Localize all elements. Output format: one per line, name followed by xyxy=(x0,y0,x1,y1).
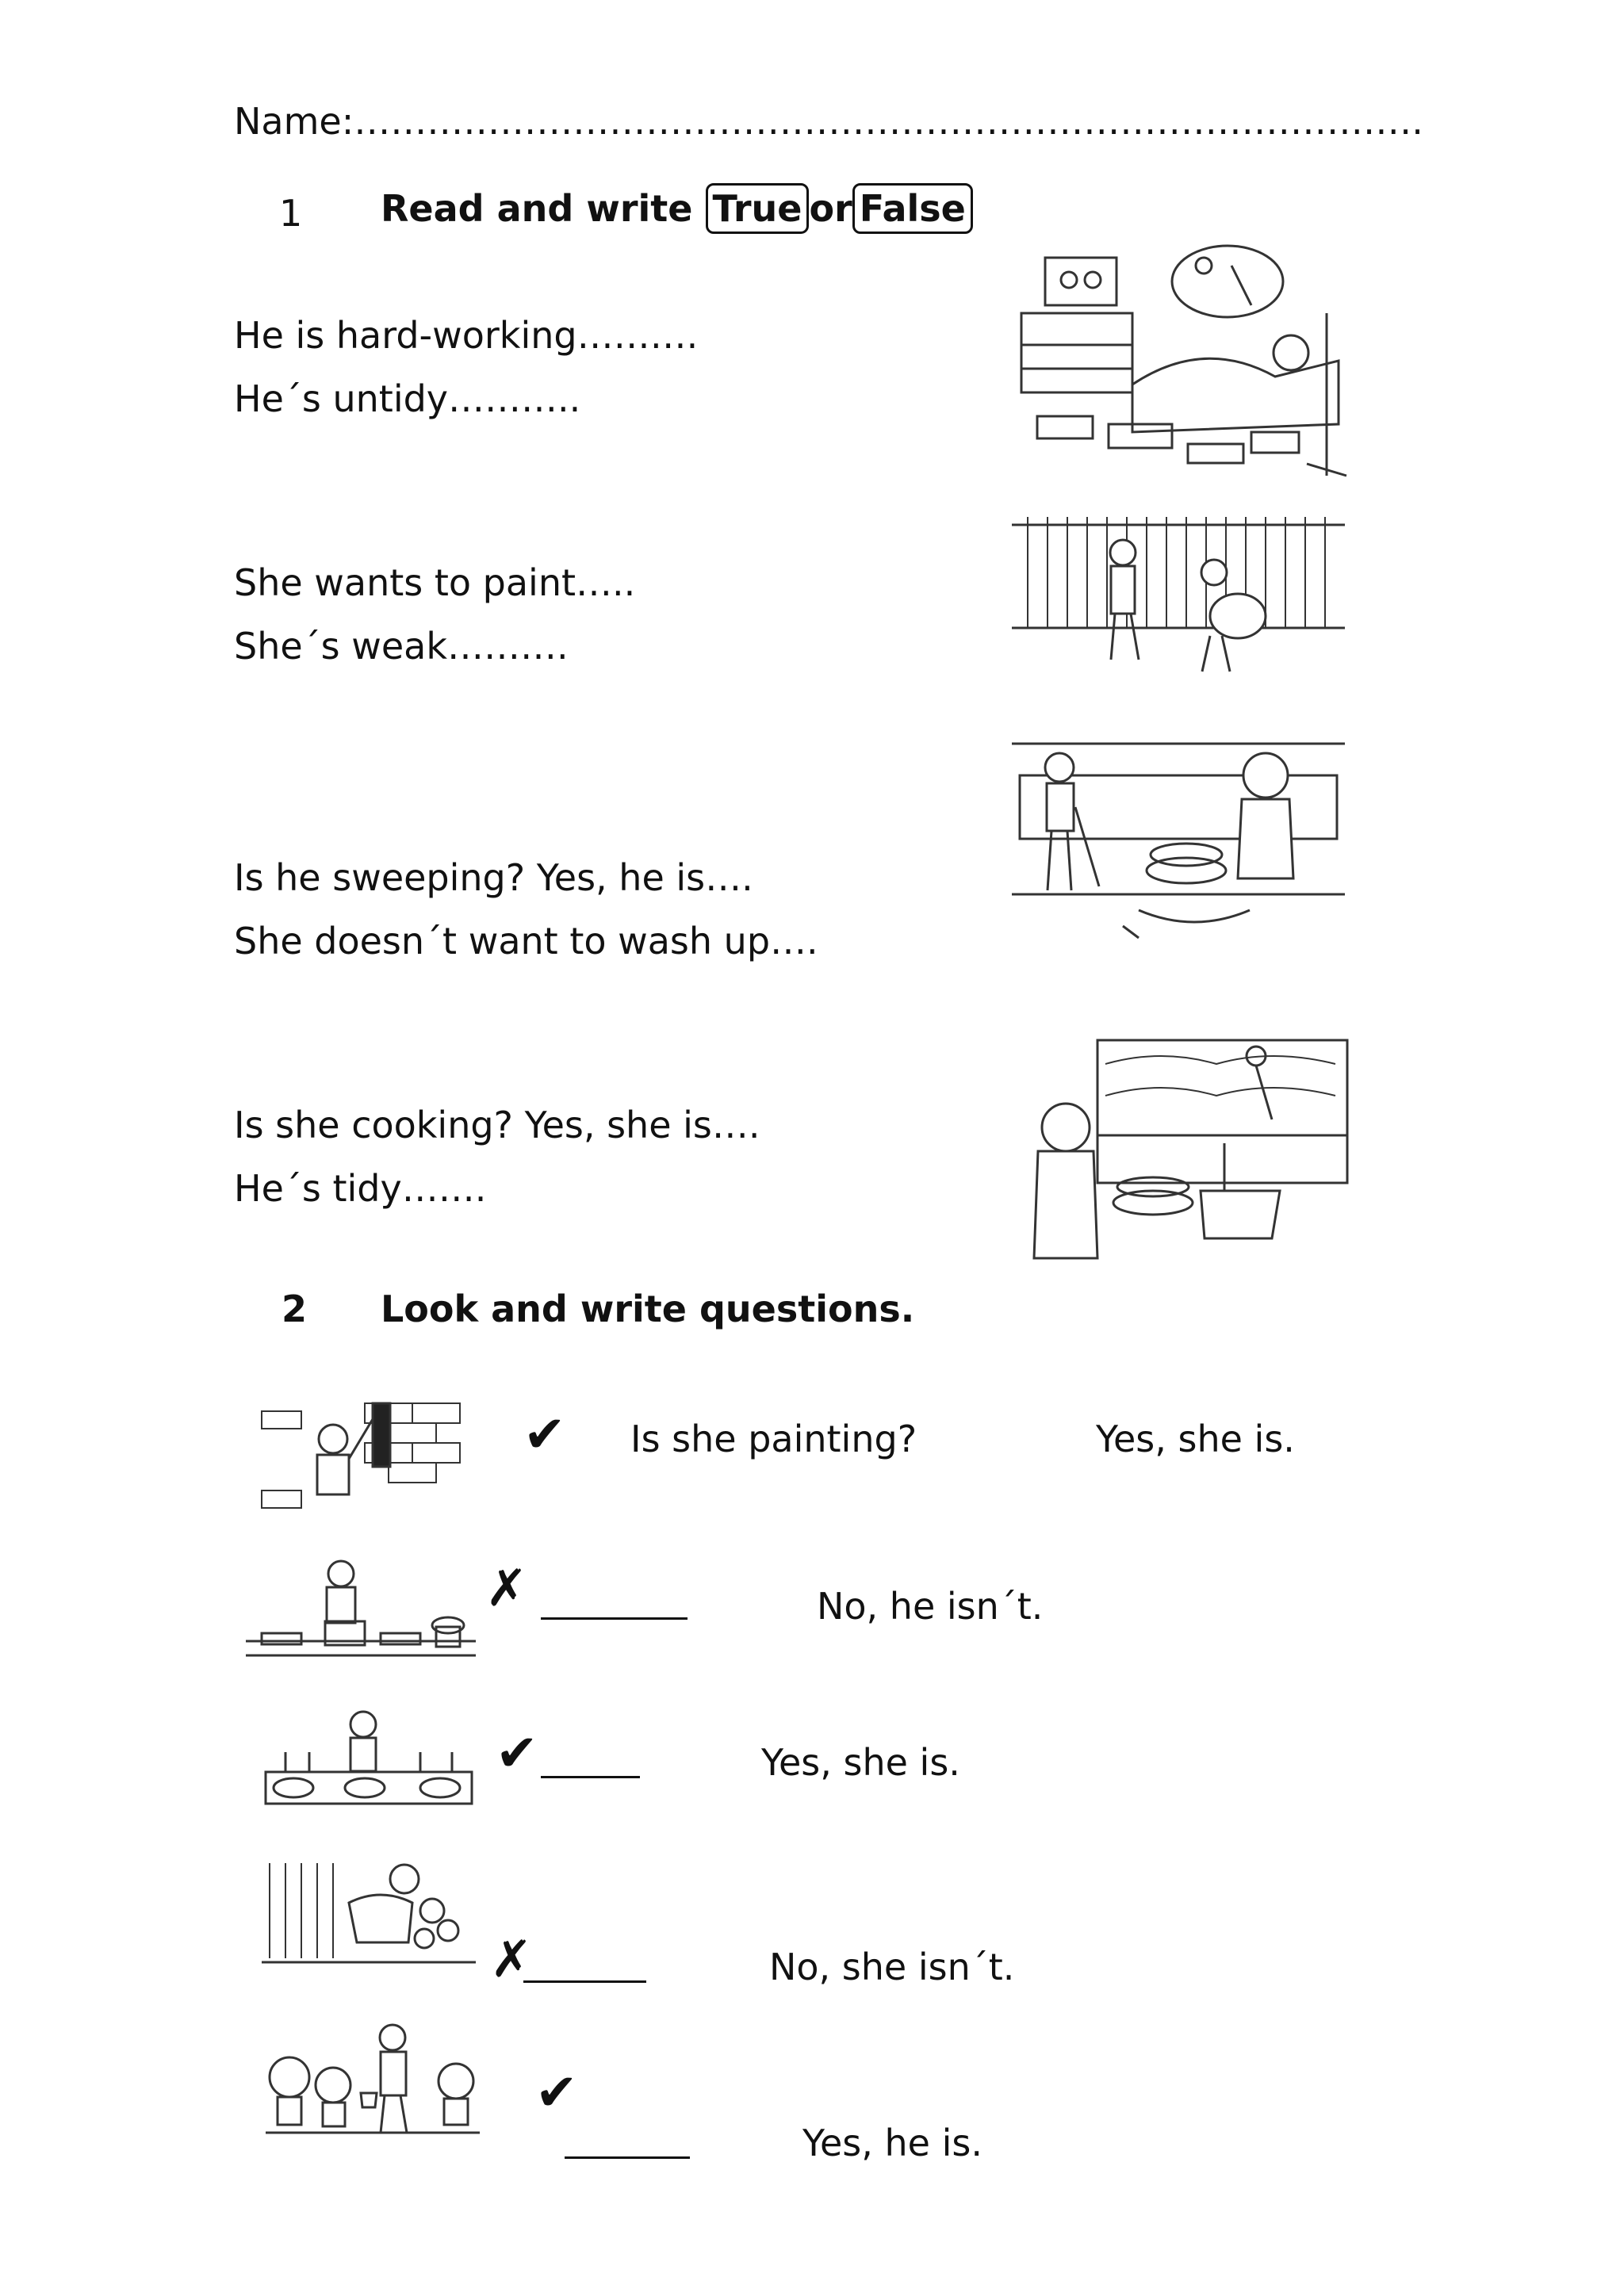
or-word: or xyxy=(809,187,852,230)
question-4-field[interactable] xyxy=(523,1949,646,1985)
check-icon: ✔ xyxy=(523,1406,566,1464)
answer-4: No, she isn´t. xyxy=(769,1946,1015,1988)
answer-5: Yes, he is. xyxy=(802,2122,982,2164)
answer-1: Yes, she is. xyxy=(1096,1418,1295,1460)
girl-painting-wall-picture xyxy=(254,1395,476,1514)
question-5[interactable] xyxy=(565,2125,690,2159)
girl-setting-table-picture xyxy=(262,1705,476,1816)
false-box: False xyxy=(852,183,973,234)
question-4[interactable] xyxy=(523,1949,646,1983)
sentence-3b: She doesn´t want to wash up…. xyxy=(234,920,818,962)
man-watering-plants-picture xyxy=(266,2014,480,2141)
sentence-2a: She wants to paint….. xyxy=(234,561,636,604)
sentence-4a: Is she cooking? Yes, she is…. xyxy=(234,1104,760,1146)
section-2-number: 2 xyxy=(282,1288,308,1330)
sentence-1b: He´s untidy……….. xyxy=(234,377,581,420)
section-1-heading xyxy=(381,187,973,230)
check-icon: ✔ xyxy=(496,1724,538,1783)
check-icon: ✔ xyxy=(535,2064,578,2122)
sentence-3a: Is he sweeping? Yes, he is…. xyxy=(234,856,753,899)
boy-cooking-picture xyxy=(246,1554,476,1665)
true-box: True xyxy=(706,183,810,234)
sentence-2b: She´s weak………. xyxy=(234,625,569,668)
cross-icon: ✗ xyxy=(490,1931,533,1989)
sweeping-washing-picture xyxy=(1012,720,1345,946)
painting-fence-picture xyxy=(1012,509,1345,677)
answer-3: Yes, she is. xyxy=(761,1741,960,1784)
messy-bedroom-picture xyxy=(1013,242,1354,480)
washing-gardening-picture xyxy=(1018,1032,1351,1262)
sentence-4b: He´s tidy……. xyxy=(234,1167,487,1210)
question-3[interactable] xyxy=(541,1744,640,1778)
question-1[interactable]: Is she painting? xyxy=(630,1418,917,1460)
name-field[interactable]: Name:……………………………………………………………………………. xyxy=(234,100,1423,143)
question-2-field[interactable] xyxy=(541,1586,688,1622)
question-2[interactable] xyxy=(541,1586,688,1620)
section-2-title: Look and write questions. xyxy=(381,1288,915,1330)
answer-2: No, he isn´t. xyxy=(817,1585,1044,1628)
sentence-1a: He is hard-working………. xyxy=(234,314,699,357)
question-3-field[interactable] xyxy=(541,1744,640,1781)
section-1-number: 1 xyxy=(279,192,303,235)
cross-icon: ✗ xyxy=(485,1559,528,1618)
question-5-field[interactable] xyxy=(565,2125,690,2161)
woman-gardening-picture xyxy=(262,1855,476,1966)
section-1-title: Read and write xyxy=(381,187,693,230)
